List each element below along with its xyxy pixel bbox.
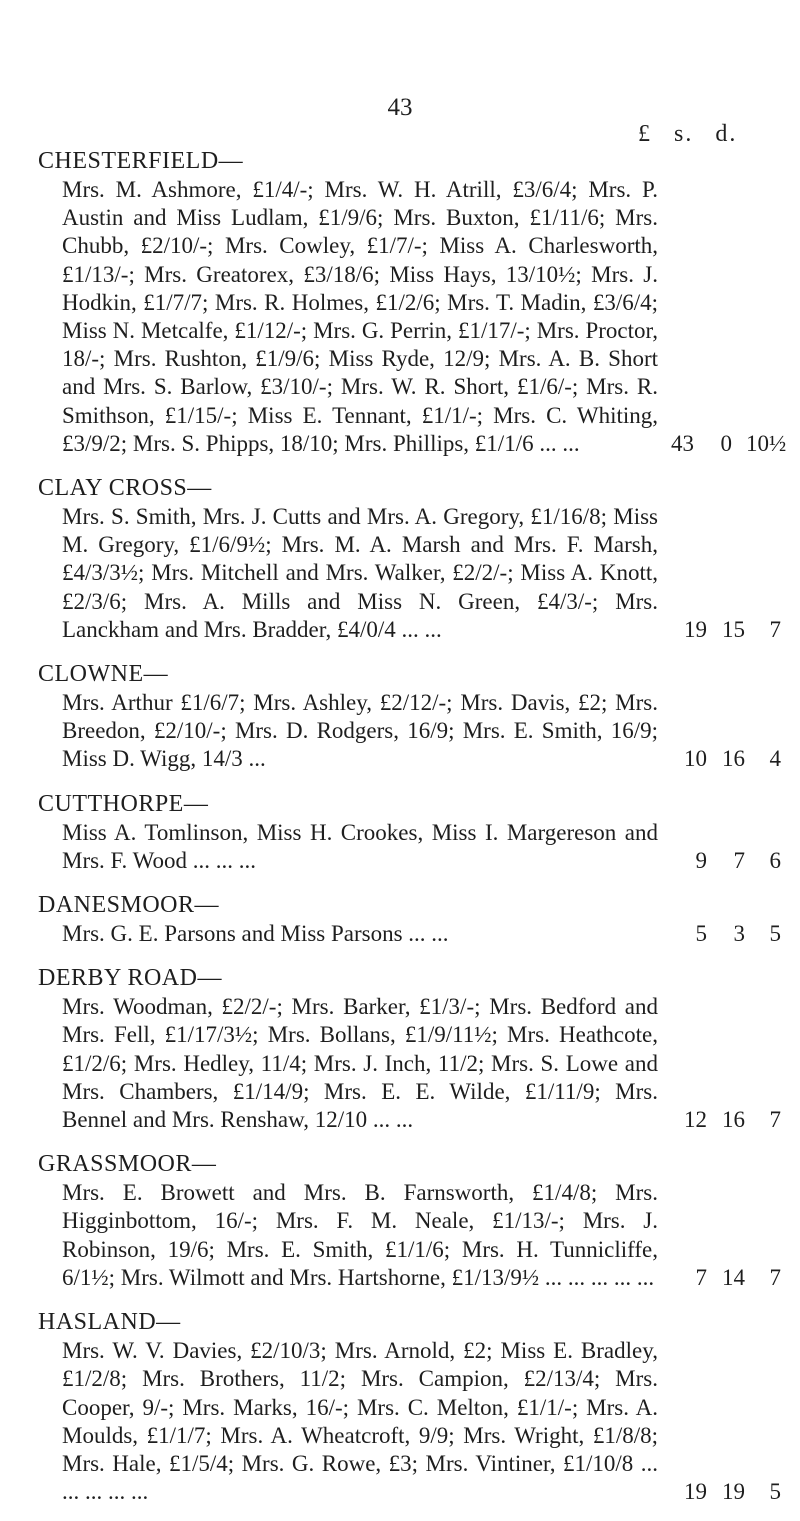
amount-shillings: 15: [722, 616, 745, 642]
entry-amount: [658, 745, 781, 773]
amount-pence: 4: [769, 746, 781, 772]
amount-pounds: 19: [684, 1479, 707, 1505]
pence-header: d.: [715, 121, 738, 147]
entry-heading: CHESTERFIELD—: [38, 148, 244, 174]
amount-pounds: 12: [684, 1107, 707, 1133]
entry-amount: [658, 1478, 781, 1506]
amount-shillings: 16: [722, 746, 745, 772]
amount-shillings: 0: [720, 430, 732, 456]
entry-clay-cross: [38, 473, 800, 644]
amount-pounds: 10: [684, 746, 707, 772]
entry-text: Mrs. W. V. Davies, £2/10/3; Mrs. Arnold, £2; Miss E. Bradley, £1/2/8; Mrs. Brothers, 11/2; Mrs. Campion, £2/13/4; Mrs. Cooper, 9/-; Mrs. Marks, 16/-; Mrs. C. Melton, £1/1/-; Mrs. A. Moulds, £1/1/7; Mrs. A. Wheatcroft, 9/9; Mrs. Wright, £1/8/8; Mrs. Hale, £1/5/4; Mrs. G. Rowe, £3; Mrs. Vintiner, £1/10/8 ... ... ... ... ...: [62, 1338, 658, 1505]
amount-shillings: 3: [733, 921, 745, 947]
entry-text: Mrs. S. Smith, Mrs. J. Cutts and Mrs. A. Gregory, £1/16/8; Miss M. Gregory, £1/6/9½; Mrs. M. A. Marsh and Mrs. F. Marsh, £4/3/3½; Mrs. Mitchell and Mrs. Walker, £2/2/-; Miss A. Knott, £2/3/6; Mrs. A. Mills and Miss N. Green, £4/3/-; Mrs. Lanckham and Mrs. Bradder, £4/0/4 ... ...: [62, 504, 658, 642]
entry-amount: [658, 1264, 781, 1292]
entry-heading: HASLAND—: [38, 1309, 181, 1336]
entry-heading: DANESMOOR—: [38, 892, 220, 919]
entry-chesterfield: [38, 146, 800, 458]
amount-pence: 7: [769, 1264, 781, 1290]
entry-grassmoor: [38, 1149, 800, 1292]
shillings-header: s.: [674, 121, 694, 147]
entry-amount: [658, 847, 781, 875]
amount-pounds: 7: [695, 1264, 707, 1290]
entry-danesmoor: [38, 890, 800, 948]
amount-shillings: 19: [722, 1479, 745, 1505]
entry-text: Miss A. Tomlinson, Miss H. Crookes, Miss I. Margereson and Mrs. F. Wood ... ... ...: [62, 819, 658, 873]
entry-clowne: [38, 659, 800, 774]
amount-pounds: 5: [695, 921, 707, 947]
entry-heading: CUTTHORPE—: [38, 790, 209, 817]
entry-text: Mrs. M. Ashmore, £1/4/-; Mrs. W. H. Atrill, £3/6/4; Mrs. P. Austin and Miss Ludlam, £1/9/6; Mrs. Buxton, £1/11/6; Mrs. Chubb, £2/10/-; Mrs. Cowley, £1/7/-; Miss A. Charlesworth, £1/13/-; Mrs. Greatorex, £3/18/6; Miss Hays, 13/10½; Mrs. J. Hodkin, £1/7/7; Mrs. R. Holmes, £1/2/6; Mrs. T. Madin, £3/6/4; Miss N. Metcalfe, £1/12/-; Mrs. G. Perrin, £1/17/-; Mrs. Proctor, 18/-; Mrs. Rushton, £1/9/6; Miss Ryde, 12/9; Mrs. A. B. Short and Mrs. S. Barlow, £3/10/-; Mrs. W. R. Short, £1/6/-; Mrs. R. Smithson, £1/15/-; Miss E. Tennant, £1/1/-; Mrs. C. Whiting, £3/9/2; Mrs. S. Phipps, 18/10; Mrs. Phillips, £1/1/6 ... ...: [62, 177, 658, 456]
entry-derby-road: [38, 963, 800, 1134]
entry-text: Mrs. G. E. Parsons and Miss Parsons ... ...: [62, 921, 449, 947]
amount-shillings: 16: [722, 1107, 745, 1133]
entry-amount: [658, 616, 781, 644]
amount-pence: 6: [769, 847, 781, 873]
pounds-header: £: [638, 121, 652, 147]
amount-shillings: 7: [733, 847, 745, 873]
entry-text: Mrs. E. Browett and Mrs. B. Farnsworth, £1/4/8; Mrs. Higginbottom, 16/-; Mrs. F. M. Neale, £1/13/-; Mrs. J. Robinson, 19/6; Mrs. E. Smith, £1/1/6; Mrs. H. Tunnicliffe, 6/1½; Mrs. Wilmott and Mrs. Hartshorne, £1/13/9½ ... ... ... ... ...: [62, 1180, 658, 1290]
entry-heading: CLAY CROSS—: [38, 475, 212, 502]
entry-hasland: [38, 1307, 800, 1506]
amount-pounds: 43: [671, 430, 694, 456]
currency-header: [638, 121, 778, 148]
entry-heading: CLOWNE—: [38, 661, 169, 688]
amount-pence: 7: [769, 616, 781, 642]
entry-heading: DERBY ROAD—: [38, 965, 222, 992]
entry-text: Mrs. Arthur £1/6/7; Mrs. Ashley, £2/12/-; Mrs. Davis, £2; Mrs. Breedon, £2/10/-; Mrs. D. Rodgers, 16/9; Mrs. E. Smith, 16/9; Miss D. Wigg, 14/3 ...: [62, 690, 658, 772]
entry-amount: [658, 920, 781, 948]
amount-shillings: 14: [722, 1264, 745, 1290]
page-number: 43: [387, 94, 413, 121]
donation-list: [38, 146, 800, 1521]
entry-heading: GRASSMOOR—: [38, 1151, 217, 1178]
entry-text: Mrs. Woodman, £2/2/-; Mrs. Barker, £1/3/-; Mrs. Bedford and Mrs. Fell, £1/17/3½; Mrs. Bollans, £1/9/11½; Mrs. Heathcote, £1/2/6; Mrs. Hedley, 11/4; Mrs. J. Inch, 11/2; Mrs. S. Lowe and Mrs. Chambers, £1/14/9; Mrs. E. E. Wilde, £1/11/9; Mrs. Bennel and Mrs. Renshaw, 12/10 ... ...: [62, 994, 658, 1133]
amount-pence: 5: [769, 1479, 781, 1505]
amount-pence: 10½: [746, 430, 787, 456]
amount-pounds: 19: [684, 616, 707, 642]
amount-pence: 7: [769, 1107, 781, 1133]
entry-amount: [658, 1106, 781, 1134]
amount-pence: 5: [769, 921, 781, 947]
amount-pounds: 9: [695, 847, 707, 873]
entry-amount: [658, 430, 787, 458]
entry-cutthorpe: [38, 789, 800, 875]
